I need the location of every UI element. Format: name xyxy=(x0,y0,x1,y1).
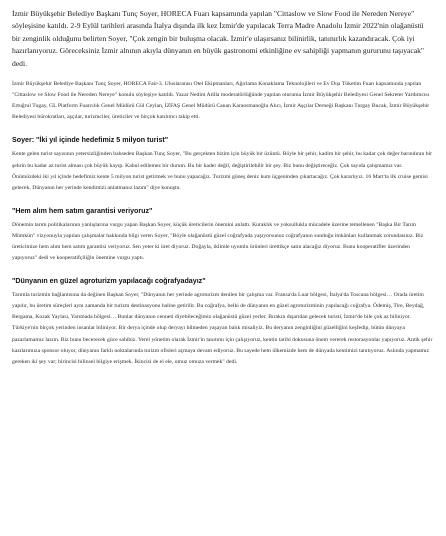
section-heading-agrotourism: "Dünyanın en güzel agroturizm yapılacağı coğrafyadayız" xyxy=(12,277,206,286)
article-lead: İzmir Büyükşehir Belediye Başkanı Tunç Soyer, HORECA Fuarı kapsamında yapılan "Cittaslow ve Slow Food ile Nereden Nereye" söyleşisine katıldı. 2-9 Eylül tarihleri arasında İtalya dışında ilk kez İzmir'de yapılacak Terra Madre Anadolu İzmir 2022'nin olağanüstü bir zenginlik olduğunu belirten Soyer, "Çok zengin bir buluşma olacak. İzmir'e ulaşırsanız bilinirlik, tanınırlık kazandıracak. Çok iyi hazırlanıyoruz. Göreceksiniz İzmir alnının akıyla dünyanın en büyük gastronomi etkinliğine ev sahipliği yapmanın gururunu taşıyacak" dedi. xyxy=(12,9,424,68)
section-paragraph-agrotourism: Tarımla turizmin bağlantısına da değinen Başkan Soyer, "Dünyanın her yerinde agroturizm denilen bir çalışma var. Fransa'da Luar bölgesi, İtalya'da Toscana bölgesi… Orada üretim yapılır, bu üretim süreçleri aynı zamanda bir turizm destinasyonu haline getirilir. Bu coğrafya, belki de dünyanın en güzel agroturizminin yapılacağı coğrafya. Ödemiş, Tire, Beydağ, Bergama, Kozak Yaylası, Yarımada bölgesi… Bunlar dünyanın cenneti diyebileceğimiz olağanüstü güzel yerler. Bırakın dışarıdan gelecek turisti, İzmir'de bile çok az biliniyor. Türkiye'nin birçok yerinden insanlar biliniyor. Bir derya içinde olup deryayı bilmeden yaşayan balık misaliyiz. Bu deryanın zenginliğini güzelliğini keşfedip, bütün dünyaya pazarlamamız lazım. Biz bunu becerecek güce sahibiz. Yerel yönetim olarak İzmir'in tanıtımı için çalışıyoruz, kentin tarihi dokusuna önem vererek restorasyonlar yapıyoruz. Antik şehir kazılarımıza sponsor oluyor, dünyanın farklı noktalarında turizm ofisleri açmaya devam ediyoruz. Bu sayede hem ülkemizde hem de dünyada kentimizi tanıtıyoruz. Aslında yapmamız gereken iki şey var; birincisi bilinsel bilgiye erişmek. İkincisi de el ele, omuz omuza vermek" dedi. xyxy=(12,292,433,365)
article-intro: İzmir Büyükşehir Belediye Başkanı Tunç Soyer, HORECA Fair-3. Uluslararası Otel Ekipmanları, Ağırlama Konaklama Teknolojileri ve Ev Dışı Tüketim Fuarı kapsamında yapılan "Cittaslow ve Slow Food ile Nereden Nereye" konulu söyleşiye katıldı. Yazar Nedim Atilla moderatörlüğünde yapılan oturuma İzmir Büyükşehir Belediyesi Genel Sekreter Yardımcısı Ertuğrul Tugay, GL Platform Fuarcılık Genel Müdürü Gül Ceylan, İZFAŞ Genel Müdürü Canan Karaosmanoğlu Alıcı, İzmir Aşçılar Derneği Başkanı Turgay Bucak, İzmir Büyükşehir Belediyesi bürokratları, aşçılar, turizmciler, üreticiler ve birçok katılımcı takip etti. xyxy=(12,81,430,121)
section-heading-guarantee: "Hem alım hem satım garantisi veriyoruz" xyxy=(12,206,153,215)
section-paragraph-tourism: Kente gelen turist sayısının yetersizliğinden bahseden Başkan Tunç Soyer, "Bu gerçekten bizim için büyük bir üzüntü. Böyle bir şehir, kadim bir şehir, bu kadar çok değer barındıran bir şehrin bu kadar az turist alması çok büyük kayıp. Kabul edilemez bir durum. Bu bir kader değil, değiştirilebilir bir şey. Biz bunu değiştireceğiz. Çok sayıda çalışmamız var. Önümüzdeki iki yıl içinde hedefimiz kente 5 milyon turist getirmek ve bunu yapacağız. Turizmi güneş deniz kum üçgeninden çıkartacağız. Çok kararlıyız. 16 Mart'ta ilk cruise gemisi gelecek. Dünyanın her yerinde kendimizi anlatmanız lazım" diye konuştu. xyxy=(12,151,433,191)
article xyxy=(12,8,433,374)
section-paragraph-guarantee: Dönemin tarım politikalarının yanlışlarına vurgu yapan Başkan Soyer, küçük üreticilerin önemini anlattı. Kuraklık ve yoksullukla mücadele üzerine temellenen "Başka Bir Tarım Mümkün" vizyonuyla yapılan çalışmalar hakkında bilgi veren Soyer, "Böyle olağanüstü güzel coğrafyada yaşıyorsunuz coğrafyanın sunduğu imkânları kullanmak zorundasınız. Biz üreticimize hem alım hem satım garantisi veriyoruz. Sen yeter ki üret diyoruz. Doğayla, iklimle uyumlu ürünleri ürettikçe satın alacağız diyoruz. Bunu kooperatifler üzerinden yapıyoruz" dedi ve kooperatifçiliğin önemine vurgu yaptı. xyxy=(12,221,424,262)
section-heading-tourism: Soyer: "İki yıl içinde hedefimiz 5 milyon turist" xyxy=(12,136,169,145)
